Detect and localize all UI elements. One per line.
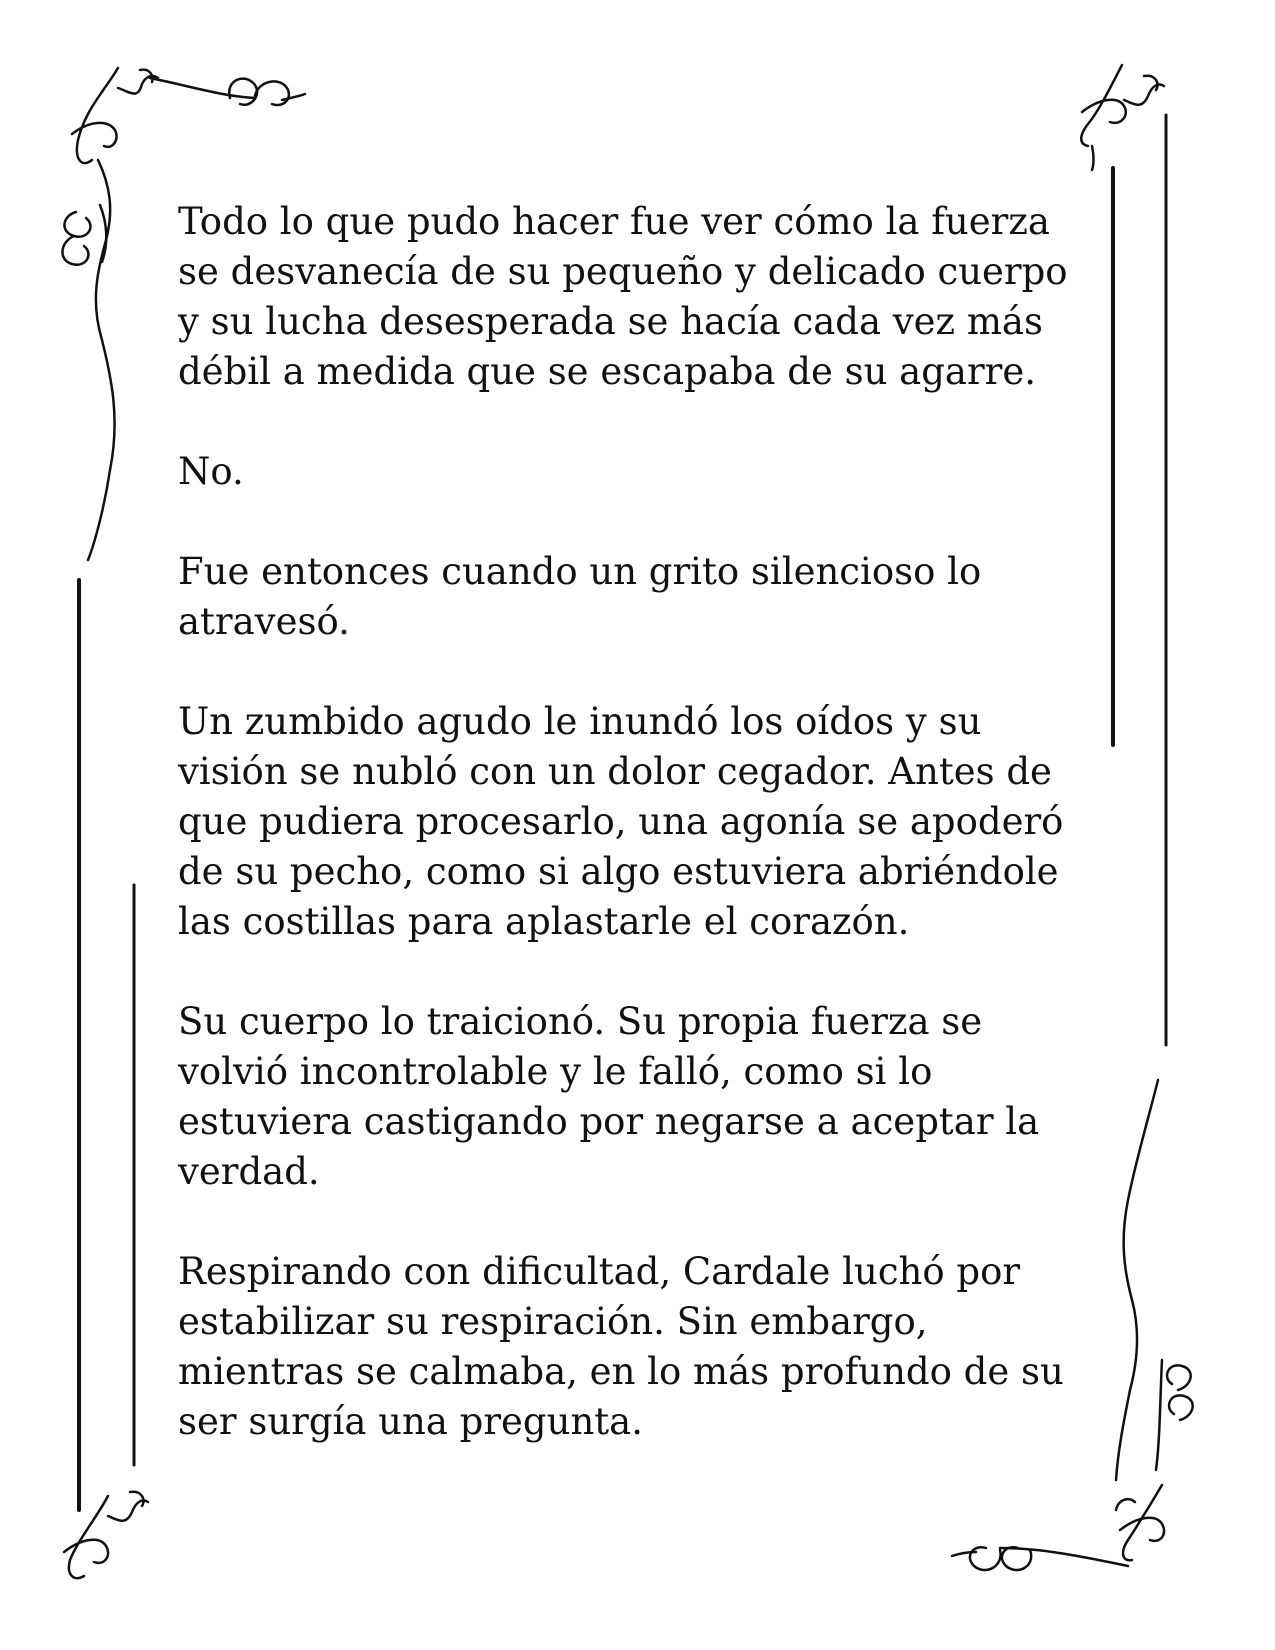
paragraph: Su cuerpo lo traicionó. Su propia fuerza se volvió incontrolable y le falló, como si lo estuviera castigando por negarse a aceptar la verdad. [178,1000,1040,1193]
flourish-top-right [1081,65,1164,170]
flourish-bottom-left [64,1492,148,1578]
story-text [178,197,1078,1447]
paragraph: No. [178,450,244,493]
paragraph: Todo lo que pudo hacer fue ver cómo la fuerza se desvanecía de su pequeño y delicado cuerpo y su lucha desesperada se hacía cada vez más débil a medida que se escapaba de su agarre. [178,200,1068,393]
paragraph: Respirando con dificultad, Cardale luchó por estabilizar su respiración. Sin embargo, mientras se calmaba, en lo más profundo de su ser surgía una pregunta. [178,1250,1064,1443]
paragraph: Un zumbido agudo le inundó los oídos y su visión se nubló con un dolor cegador. Antes de que pudiera procesarlo, una agonía se apoderó de su pecho, como si algo estuviera abriéndole las costillas para aplastarle el corazón. [178,700,1064,943]
paragraph: Fue entonces cuando un grito silencioso lo atravesó. [178,550,982,643]
